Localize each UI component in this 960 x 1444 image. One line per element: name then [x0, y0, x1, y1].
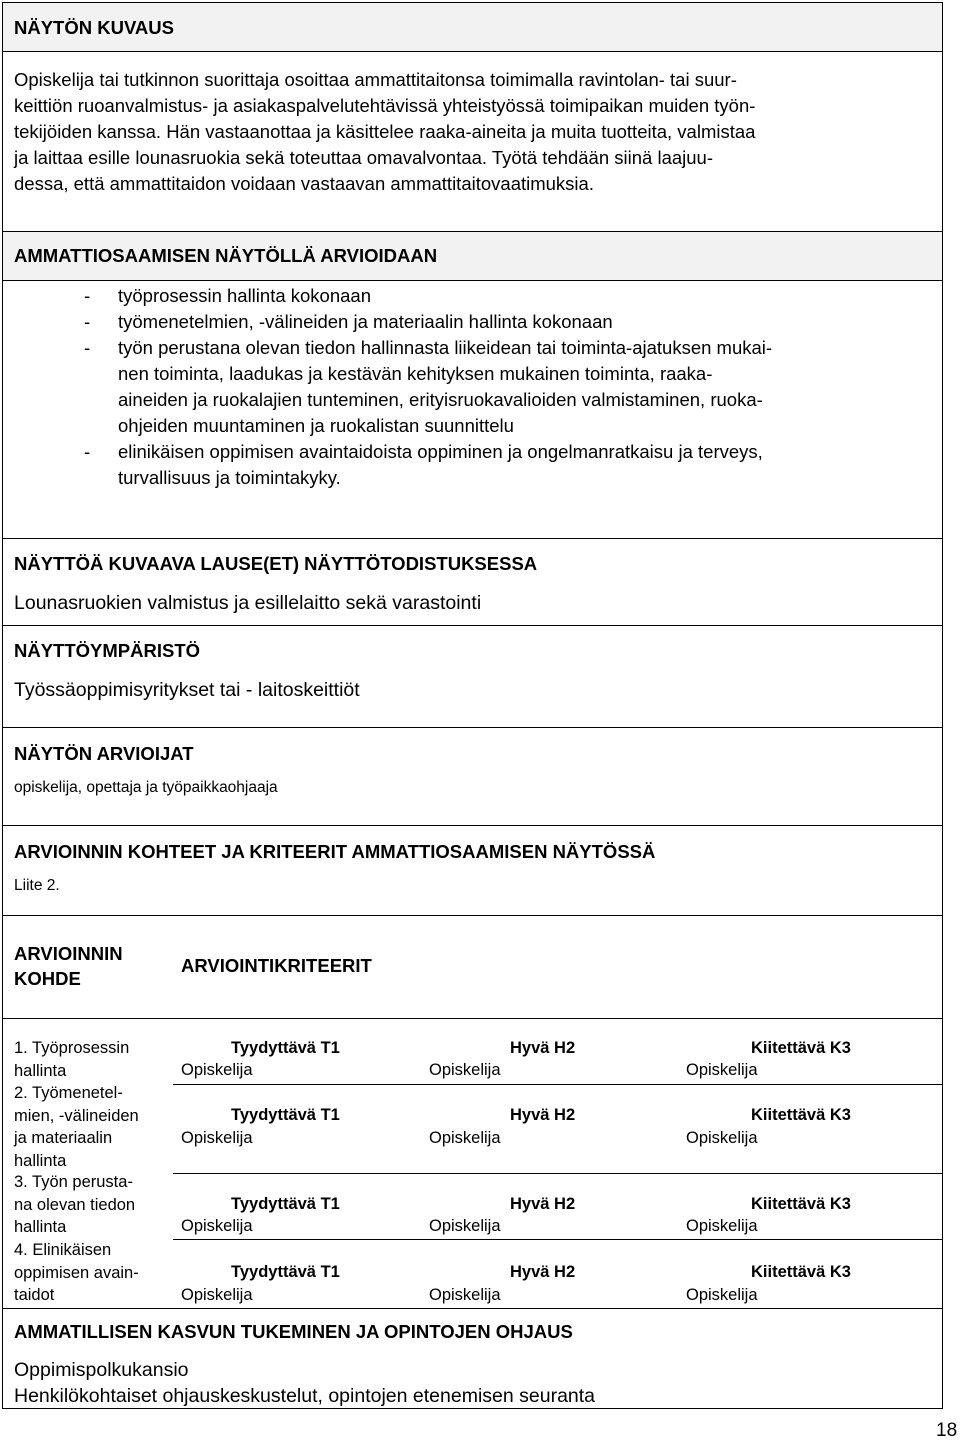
divider [3, 280, 942, 281]
ymparisto-text: Työssäoppimisyritykset tai - laitoskeittiöt [14, 679, 360, 701]
who-k3: Opiskelija [686, 1286, 758, 1304]
heading-arvioijat: NÄYTÖN ARVIOIJAT [14, 743, 194, 764]
heading-arvioidaan: AMMATTIOSAAMISEN NÄYTÖLLÄ ARVIOIDAAN [14, 245, 438, 266]
grade-k3: Kiitettävä K3 [751, 1039, 851, 1057]
row-divider [173, 1084, 942, 1085]
criteria-row-label: 4. Elinikäisen oppimisen avain- taidot [14, 1241, 139, 1304]
divider [3, 538, 942, 539]
criteria-row-label: 1. Työprosessin hallinta [14, 1039, 130, 1080]
criteria-row-label: 3. Työn perusta- na olevan tiedon hallinta [14, 1173, 136, 1236]
column-header-kriteerit: ARVIOINTIKRITEERIT [181, 955, 372, 976]
description-paragraph: Opiskelija tai tutkinnon suorittaja osoittaa ammattitaitonsa toimimalla ravintolan- tai suur- keittiön ruoanvalmistus- ja asiakaspalvelutehtävissä yhteistyössä toimipaikan muiden työn- tekijöiden kanssa. Hän vastaanottaa ja käsittelee raaka-aineita ja muita tuotteita, valmistaa ja laittaa esille lounasruokia sekä toteuttaa omavalvontaa. Työtä tehdään siinä laajuu- dessa, että ammattitaidon voidaan vastaavan ammattitaitovaatimuksia. [14, 69, 756, 194]
who-t1: Opiskelija [181, 1061, 253, 1079]
who-h2: Opiskelija [429, 1129, 501, 1147]
heading-ohjaus: AMMATILLISEN KASVUN TUKEMINEN JA OPINTOJEN OHJAUS [14, 1321, 573, 1342]
heading-naytto-kuvaus: NÄYTÖN KUVAUS [14, 17, 174, 38]
divider [3, 1308, 942, 1309]
grade-h2: Hyvä H2 [510, 1195, 576, 1213]
row-divider [173, 1239, 942, 1240]
divider [3, 625, 942, 626]
grade-h2: Hyvä H2 [510, 1106, 576, 1124]
grade-t1: Tyydyttävä T1 [231, 1195, 340, 1213]
divider [3, 51, 942, 52]
divider [3, 915, 942, 916]
heading-kohteet: ARVIOINNIN KOHTEET JA KRITEERIT AMMATTIOSAAMISEN NÄYTÖSSÄ [14, 841, 656, 862]
who-t1: Opiskelija [181, 1129, 253, 1147]
grade-t1: Tyydyttävä T1 [231, 1263, 340, 1281]
ohjaus-line: Henkilökohtaiset ohjauskeskustelut, opintojen etenemisen seuranta [14, 1385, 596, 1407]
who-k3: Opiskelija [686, 1129, 758, 1147]
who-k3: Opiskelija [686, 1217, 758, 1235]
heading-lause: NÄYTTÖÄ KUVAAVA LAUSE(ET) NÄYTTÖTODISTUKSESSA [14, 553, 538, 574]
grade-h2: Hyvä H2 [510, 1263, 576, 1281]
row-divider [173, 1173, 942, 1174]
who-h2: Opiskelija [429, 1286, 501, 1304]
criteria-row-label: 2. Työmenetel- mien, -välineiden ja materiaalin hallinta [14, 1084, 139, 1170]
grade-h2: Hyvä H2 [510, 1039, 576, 1057]
heading-ymparisto: NÄYTTÖYMPÄRISTÖ [14, 640, 201, 661]
who-h2: Opiskelija [429, 1061, 501, 1079]
grade-k3: Kiitettävä K3 [751, 1195, 851, 1213]
column-header-kohde: ARVIOINNIN KOHDE [14, 943, 123, 989]
divider [3, 1018, 942, 1019]
ohjaus-line: Oppimispolkukansio [14, 1359, 189, 1381]
who-h2: Opiskelija [429, 1217, 501, 1235]
divider [3, 825, 942, 826]
grade-t1: Tyydyttävä T1 [231, 1039, 340, 1057]
grade-k3: Kiitettävä K3 [751, 1106, 851, 1124]
who-k3: Opiskelija [686, 1061, 758, 1079]
who-t1: Opiskelija [181, 1286, 253, 1304]
grade-k3: Kiitettävä K3 [751, 1263, 851, 1281]
divider [3, 727, 942, 728]
document-page: NÄYTÖN KUVAUS Opiskelija tai tutkinnon suorittaja osoittaa ammattitaitonsa toimimalla ravintolan- tai suur- keittiön ruoanvalmistus- ja asiakaspalvelutehtävissä yhteistyössä toimipaikan muiden työn- tekijöiden kanssa. Hän vastaanottaa ja käsittelee raaka-aineita ja muita tuotteita, valmistaa ja laittaa esille lounasruokia sekä toteuttaa omavalvontaa. Työtä tehdään siinä laajuu- dessa, että ammattitaidon voidaan vastaavan ammattitaitovaatimuksia. AMMATTIOSAAMISEN NÄYTÖLLÄ ARVIOIDAAN - työprosessin hallinta kokonaan - työmenetelmien, -välineiden ja materiaalin hallinta kokonaan - työn perustana olevan tiedon hallinnasta liikeidean tai toiminta-ajatuksen mukai- nen toiminta, laadukas ja kestävän kehityksen mukainen toiminta, raaka- aineiden ja ruokalajien tunteminen, erityisruokavalioiden valmistaminen, ruoka- ohjeiden muuntaminen ja ruokalistan suunnittelu - elinikäisen oppimisen avaintaidoista oppiminen ja ongelmanratkaisu ja terveys, turvallisuus ja toimintakyky. NÄYTTÖÄ KUVAAVA LAUSE(ET) NÄYTTÖTODISTUKSESSA Lounasruokien valmistus ja esillelaitto sekä varastointi NÄYTTÖYMPÄRISTÖ Työssäoppimisyritykset tai - laitoskeittiöt NÄYTÖN ARVIOIJAT opiskelija, opettaja ja työpaikkaohjaaja ARVIOINNIN KOHTEET JA KRITEERIT AMMATTIOSAAMISEN NÄYTÖSSÄ Liite 2. ARVIOINNIN KOHDE ARVIOINTIKRITEERIT 1. Työprosessin hallinta Tyydyttävä T1 Hyvä H2 Kiitettävä K3 Opiskelija Opiskelija Opiskelija 2. Työmenetel- mien, -välineiden ja materiaalin hallinta Tyydyttävä T1 Hyvä H2 Kiitettävä K3 Opiskelija Opiskelija Opiskelija 3. Työn perusta- na olevan tiedon hallinta Tyydyttävä T1 Hyvä H2 Kiitettävä K3 Opiskelija Opiskelija Opiskelija 4. Elinikäisen oppimisen avain- taidot Tyydyttävä T1 Hyvä H2 Kiitettävä K3 Opiskelija Opiskelija Opiskelija AMMATILLISEN KASVUN TUKEMINEN JA OPINTOJEN OHJAUS Oppimispolkukansio Henkilökohtaiset ohjauskeskustelut, opintojen etenemisen seuranta [2, 2, 943, 1409]
grade-t1: Tyydyttävä T1 [231, 1106, 340, 1124]
arvioijat-text: opiskelija, opettaja ja työpaikkaohjaaja [14, 779, 278, 796]
who-t1: Opiskelija [181, 1217, 253, 1235]
kohteet-text: Liite 2. [14, 877, 60, 894]
lause-text: Lounasruokien valmistus ja esillelaitto sekä varastointi [14, 592, 482, 614]
page-number: 18 [936, 1420, 958, 1441]
